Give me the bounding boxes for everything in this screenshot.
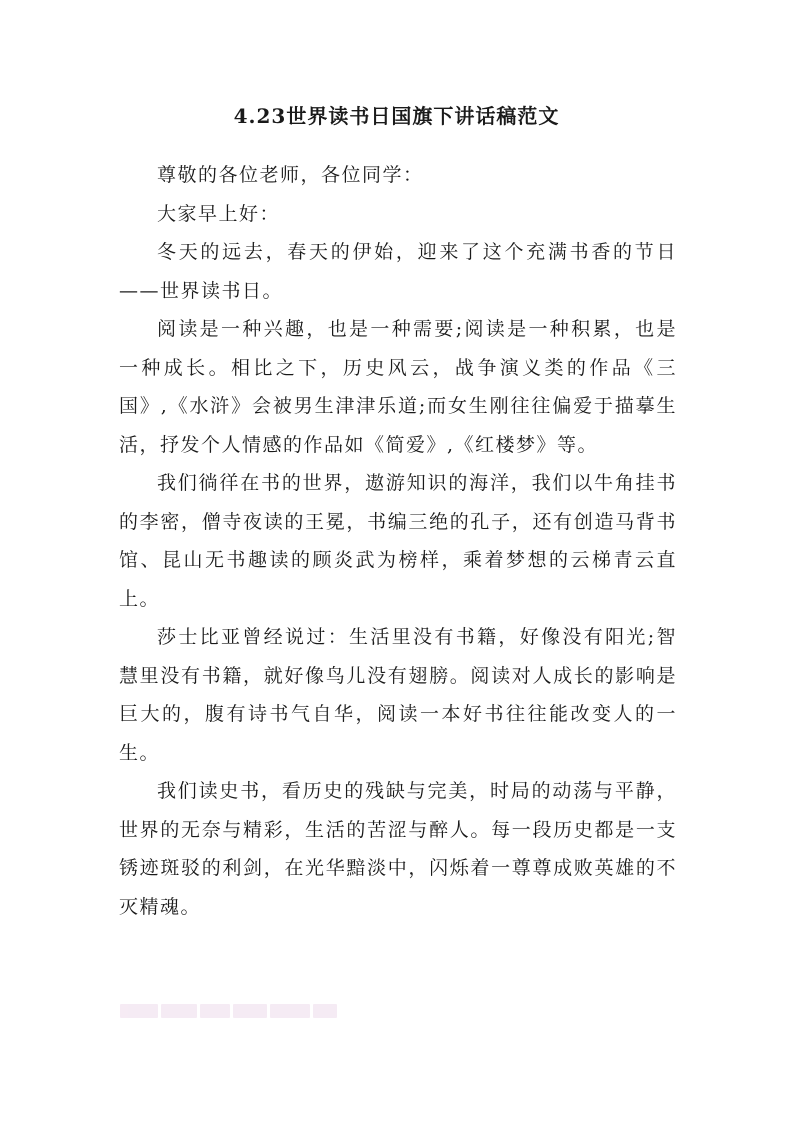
watermark-segment [200, 1004, 230, 1018]
paragraph-spring: 冬天的远去，春天的伊始，迎来了这个充满书香的节日——世界读书日。 [119, 241, 677, 302]
watermark-segment [120, 1004, 158, 1018]
document-title: 4.23世界读书日国旗下讲话稿范文 [233, 104, 560, 128]
paragraph-reading-interest: 阅读是一种兴趣，也是一种需要;阅读是一种积累，也是一种成长。相比之下，历史风云，战争演义类的作品《三国》,《水浒》会被男生津津乐道;而女生刚往往偏爱于描摹生活，抒发个人情感的作品如《简爱》,《红楼梦》等。 [119, 318, 677, 456]
paragraph-morning: 大家早上好： [157, 202, 281, 225]
paragraph-role-models: 我们徜徉在书的世界，遨游知识的海洋，我们以牛角挂书的李密，僧寺夜读的王冕，书编三绝的孔子，还有创造马背书馆、昆山无书趣读的顾炎武为榜样，乘着梦想的云梯青云直上。 [119, 472, 677, 610]
watermark-segment [233, 1004, 267, 1018]
paragraph-greeting: 尊敬的各位老师，各位同学： [157, 164, 424, 186]
faded-watermark [120, 1004, 360, 1018]
paragraph-shakespeare: 莎士比亚曾经说过：生活里没有书籍，好像没有阳光;智慧里没有书籍，就好像鸟儿没有翅膀。阅读对人成长的影响是巨大的，腹有诗书气自华，阅读一本好书往往能改变人的一生。 [119, 626, 677, 764]
watermark-segment [313, 1004, 337, 1018]
paragraph-history: 我们读史书，看历史的残缺与完美，时局的动荡与平静，世界的无奈与精彩，生活的苦涩与醉人。每一段历史都是一支锈迹斑驳的利剑，在光华黯淡中，闪烁着一尊尊成败英雄的不灭精魂。 [119, 780, 677, 918]
watermark-segment [270, 1004, 310, 1018]
document-body [119, 156, 677, 926]
watermark-segment [161, 1004, 197, 1018]
